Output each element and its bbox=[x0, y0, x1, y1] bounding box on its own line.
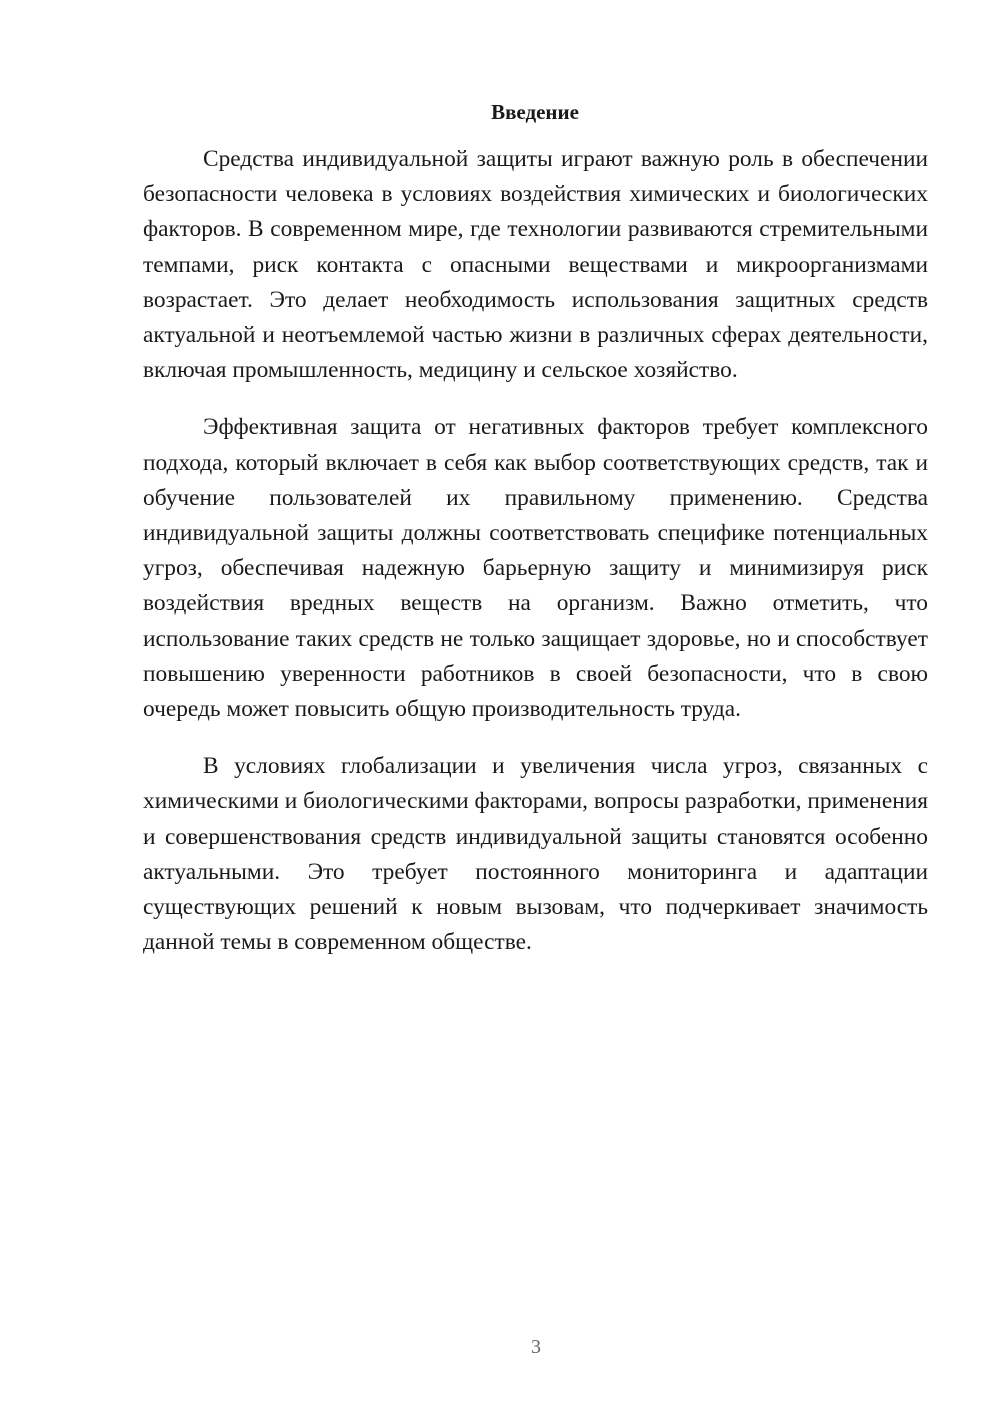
paragraph-2: Эффективная защита от негативных факторов требует комплексного подхода, который включает в себя как выбор соответствующих средств, так и обучение пользователей их правильному применению. Средства индивидуальной защиты должны соответствовать специфике потенциальных угроз, обеспечивая надежную барьерную защиту и минимизируя риск воздействия вредных веществ на организм. Важно отметить, что использование таких средств не только защищает здоровье, но и способствует повышению уверенности работников в своей безопасности, что в свою очередь может повысить общую производительность труда. bbox=[143, 414, 928, 723]
page-number: 3 bbox=[531, 1336, 541, 1358]
paragraph-3: В условиях глобализации и увеличения числа угроз, связанных с химическими и биологическими факторами, вопросы разработки, применения и совершенствования средств индивидуальной защиты становятся особенно актуальными. Это требует постоянного мониторинга и адаптации существующих решений к новым вызовам, что подчеркивает значимость данной темы в современном обществе. bbox=[143, 753, 928, 956]
section-heading: Введение bbox=[491, 100, 579, 124]
paragraph-1: Средства индивидуальной защиты играют важную роль в обеспечении безопасности человека в условиях воздействия химических и биологических факторов. В современном мире, где технологии развиваются стремительными темпами, риск контакта с опасными веществами и микроорганизмами возрастает. Это делает необходимость использования защитных средств актуальной и неотъемлемой частью жизни в различных сферах деятельности, включая промышленность, медицину и сельское хозяйство. bbox=[143, 146, 928, 384]
body-text bbox=[143, 142, 928, 982]
